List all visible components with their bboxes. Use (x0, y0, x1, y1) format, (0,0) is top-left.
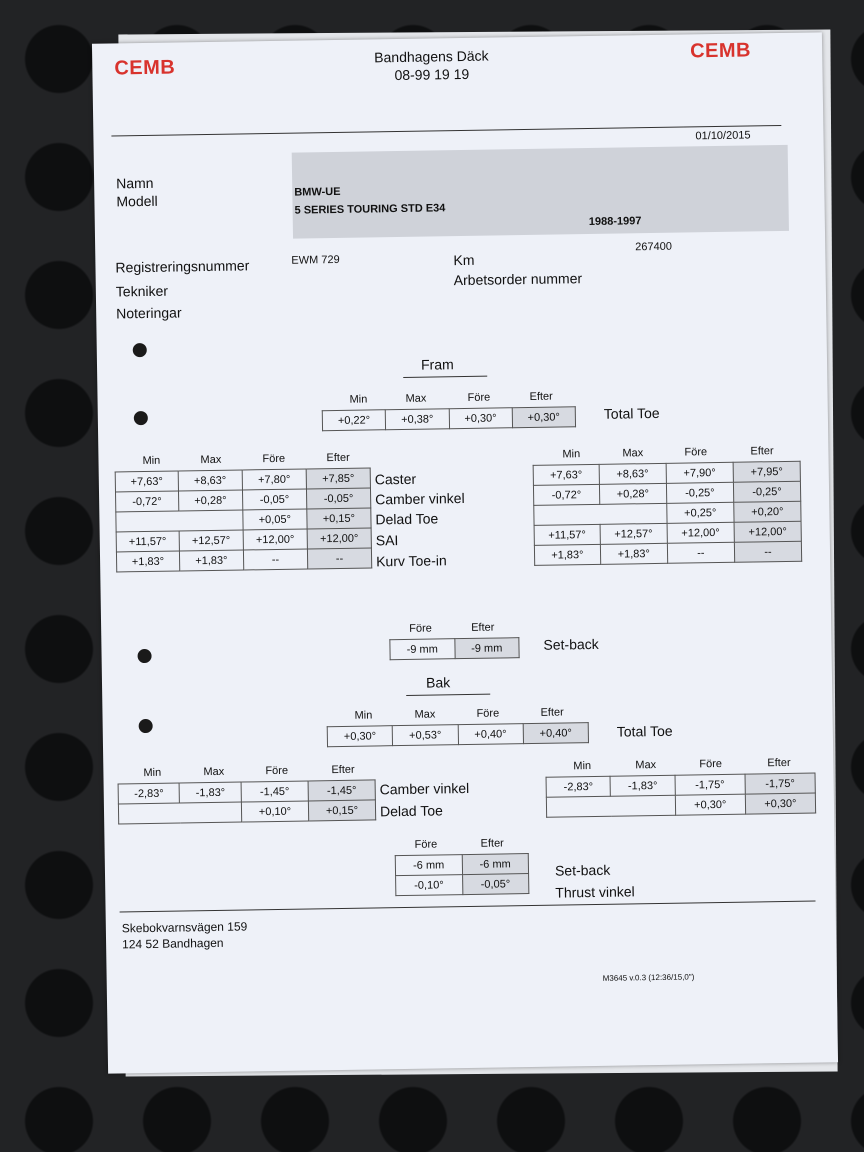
table-cell: +7,90° (666, 462, 733, 483)
table-cell: +0,53° (392, 725, 458, 746)
front-delad-toe-label: Delad Toe (375, 510, 439, 528)
table-cell: +8,63° (178, 470, 242, 491)
front-toe-header-fore: Före (467, 391, 491, 404)
table-cell: -0,25° (666, 482, 733, 503)
front-total-toe-label: Total Toe (603, 404, 660, 422)
table-cell: +12,00° (243, 529, 307, 550)
noteringar-label: Noteringar (116, 304, 182, 322)
table-cell: +7,63° (115, 471, 178, 492)
table-cell: -0,05° (462, 874, 529, 895)
namn-label: Namn (116, 174, 154, 192)
rear-toe-header-efter: Efter (540, 706, 564, 719)
table-cell: +1,83° (179, 550, 243, 571)
table-cell: -0,25° (733, 481, 800, 502)
rear-left-header-fore: Före (265, 764, 289, 778)
rear-toe-header-fore: Före (476, 707, 500, 720)
shop-name: Bandhagens Däck (374, 47, 489, 66)
vehicle-years: 1988-1997 (588, 215, 642, 229)
rear-right-header-fore: Före (699, 757, 723, 771)
table-cell: +7,80° (242, 469, 306, 490)
front-right-table (533, 461, 803, 566)
rear-left-header-efter: Efter (331, 763, 355, 777)
front-setback-label: Set-back (543, 635, 599, 653)
footer-divider (120, 901, 816, 913)
rear-right-header-efter: Efter (767, 756, 791, 770)
front-left-header-min: Min (142, 454, 161, 468)
rear-right-table (546, 773, 817, 818)
rear-total-toe-table (327, 722, 589, 747)
tekniker-label: Tekniker (115, 282, 169, 300)
rear-left-header-min: Min (143, 766, 162, 780)
thrust-vinkel-label: Thrust vinkel (555, 883, 635, 901)
binder-hole (137, 649, 151, 663)
table-row (116, 548, 371, 572)
rear-setback-label: Set-back (554, 861, 611, 879)
vehicle-model-band (292, 145, 789, 239)
rear-delad-toe-label: Delad Toe (379, 802, 443, 820)
table-cell: +1,83° (116, 551, 179, 572)
caster-label: Caster (374, 470, 417, 488)
table-cell: -1,75° (675, 774, 745, 795)
rear-section-title: Bak (425, 674, 451, 691)
cemb-logo-left: CEMB (114, 56, 176, 80)
table-cell: -0,10° (396, 875, 463, 896)
table-cell: +8,63° (599, 463, 666, 484)
vehicle-make: BMW-UE (294, 185, 341, 199)
table-cell: +0,30° (512, 407, 576, 428)
binder-hole (139, 719, 153, 733)
rear-setback-table (395, 853, 530, 896)
kurv-toe-label: Kurv Toe-in (375, 552, 447, 570)
front-setback-header-fore: Före (409, 622, 432, 635)
binder-hole (134, 411, 148, 425)
front-right-header-fore: Före (684, 446, 708, 459)
rear-right-header-max: Max (635, 759, 657, 772)
table-cell (118, 802, 241, 824)
report-date: 01/10/2015 (695, 129, 751, 143)
table-cell: +0,20° (734, 501, 801, 522)
front-right-header-min: Min (562, 448, 581, 461)
table-row (534, 541, 801, 565)
sai-label: SAI (375, 532, 399, 549)
vehicle-model: 5 SERIES TOURING STD E34 (294, 202, 446, 217)
front-left-header-max: Max (200, 453, 222, 467)
table-cell: +0,10° (241, 801, 308, 822)
rear-toe-header-min: Min (354, 709, 373, 722)
arbetsorder-label: Arbetsorder nummer (453, 270, 583, 289)
front-toe-header-min: Min (349, 393, 368, 406)
table-cell: +7,85° (306, 468, 370, 489)
table-cell: +11,57° (534, 524, 600, 545)
table-cell: +12,00° (307, 528, 371, 549)
rear-left-table (118, 779, 377, 824)
table-cell: -2,83° (118, 783, 180, 804)
table-row (390, 638, 519, 660)
table-row (327, 723, 588, 747)
rear-setback-header-fore: Före (414, 838, 438, 851)
table-cell: +12,57° (179, 530, 243, 551)
table-cell: +0,25° (667, 502, 734, 523)
header-divider (111, 125, 781, 137)
table-cell: -0,72° (115, 491, 178, 512)
front-left-table (115, 467, 373, 572)
table-cell: -0,05° (242, 489, 306, 510)
table-cell: +0,22° (322, 410, 386, 431)
table-cell: +11,57° (116, 531, 179, 552)
table-cell: +0,15° (308, 800, 375, 821)
table-cell: +12,57° (600, 523, 667, 544)
rear-right-header-min: Min (573, 760, 592, 773)
table-cell: +0,05° (243, 509, 307, 530)
table-cell: -1,45° (308, 780, 375, 801)
table-cell: -9 mm (390, 639, 455, 660)
rear-title-underline (406, 694, 490, 696)
table-cell: +7,63° (533, 464, 599, 485)
front-right-header-max: Max (622, 447, 644, 460)
footer-address-city: 124 52 Bandhagen (121, 935, 224, 952)
front-setback-header-efter: Efter (471, 621, 495, 634)
reg-value: EWM 729 (291, 253, 340, 267)
table-cell: -1,45° (241, 781, 308, 802)
table-cell: -6 mm (395, 855, 462, 876)
front-setback-table (389, 637, 519, 660)
table-cell: -- (667, 542, 734, 563)
table-cell: -0,05° (306, 488, 370, 509)
table-cell: -- (307, 548, 371, 569)
table-cell: +0,38° (385, 409, 449, 430)
table-cell: -1,75° (745, 773, 815, 794)
table-cell: -0,72° (533, 484, 599, 505)
footer-version: M3645 v.0.3 (12:36/15,0") (602, 972, 695, 983)
rear-setback-header-efter: Efter (480, 837, 504, 850)
table-cell: +0,30° (449, 408, 513, 429)
table-cell (116, 510, 243, 532)
front-toe-header-efter: Efter (529, 390, 553, 403)
modell-label: Modell (116, 192, 158, 210)
front-title-underline (403, 376, 487, 378)
table-cell: +0,40° (458, 724, 524, 745)
table-cell: +7,95° (733, 461, 800, 482)
table-cell: +0,30° (327, 726, 393, 747)
table-cell: +0,30° (675, 794, 745, 815)
table-cell: -1,83° (610, 775, 675, 796)
table-row (546, 793, 815, 817)
km-label: Km (453, 251, 475, 269)
shop-phone: 08-99 19 19 (394, 65, 470, 84)
front-camber-label: Camber vinkel (375, 490, 465, 508)
table-cell: -6 mm (462, 854, 529, 875)
binder-hole (133, 343, 147, 357)
table-row (118, 800, 375, 824)
rear-camber-label: Camber vinkel (379, 779, 470, 798)
reg-label: Registreringsnummer (115, 257, 250, 276)
km-value: 267400 (635, 240, 673, 254)
table-cell: -9 mm (454, 638, 519, 659)
front-left-header-fore: Före (262, 452, 286, 466)
cemb-logo-right: CEMB (689, 39, 752, 63)
table-cell: -- (734, 541, 801, 562)
table-cell: +0,40° (523, 723, 589, 744)
front-total-toe-table (322, 406, 576, 431)
table-cell (534, 503, 667, 525)
front-right-header-efter: Efter (750, 445, 774, 458)
table-cell: -2,83° (546, 776, 611, 797)
table-cell: +0,30° (745, 793, 815, 814)
rear-total-toe-label: Total Toe (616, 722, 673, 740)
table-cell (546, 795, 675, 817)
table-row (395, 854, 528, 876)
table-cell: +0,28° (178, 490, 242, 511)
table-cell: +0,28° (599, 483, 666, 504)
table-cell: -1,83° (180, 782, 242, 803)
front-toe-header-max: Max (405, 392, 427, 405)
rear-toe-header-max: Max (414, 708, 436, 721)
table-cell: +1,83° (534, 544, 600, 565)
table-cell: +12,00° (734, 521, 801, 542)
front-section-title: Fram (420, 356, 454, 373)
alignment-report-sheet (92, 32, 838, 1073)
table-row (396, 874, 529, 896)
table-cell: +1,83° (600, 543, 667, 564)
rear-left-header-max: Max (203, 765, 225, 779)
table-cell: +12,00° (667, 522, 734, 543)
table-row (322, 407, 575, 431)
front-left-header-efter: Efter (326, 451, 350, 465)
table-cell: +0,15° (307, 508, 371, 529)
footer-address-street: Skebokvarnsvägen 159 (121, 919, 248, 936)
table-cell: -- (243, 549, 307, 570)
